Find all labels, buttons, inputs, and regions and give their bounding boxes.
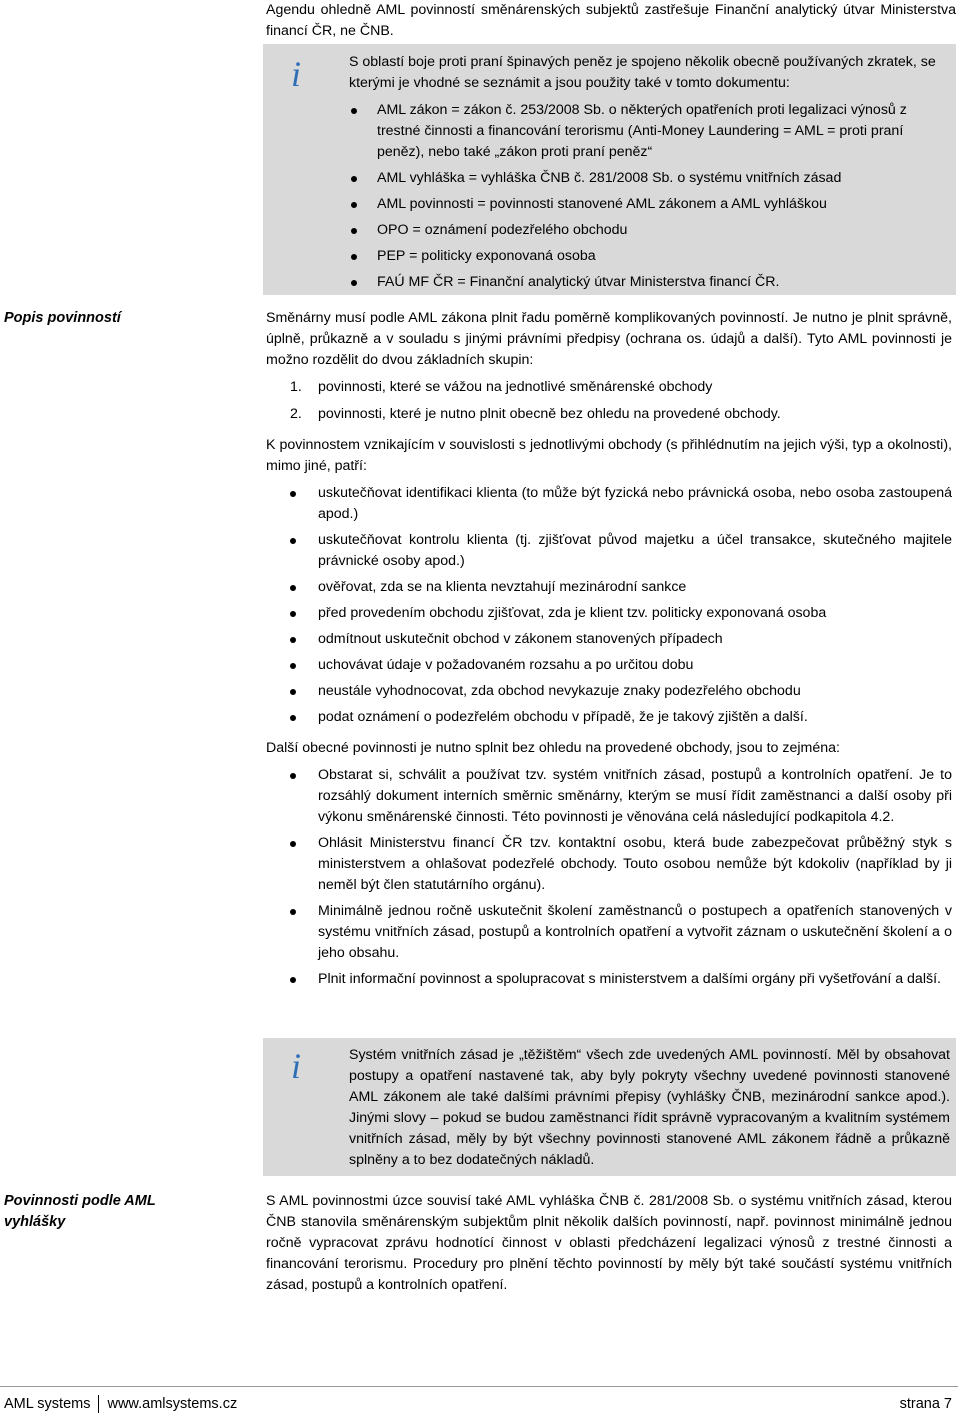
- info-box-internal-rules: [263, 1038, 956, 1176]
- list-item: před provedením obchodu zjišťovat, zda je klient tzv. politicky exponovaná osoba: [266, 603, 952, 624]
- item-text: povinnosti, které se vážou na jednotlivé směnárenské obchody: [318, 379, 713, 395]
- section-heading-vyhlaska: Povinnosti podle AML vyhlášky: [4, 1193, 156, 1230]
- list-item: ověřovat, zda se na klienta nevztahují mezinárodní sankce: [266, 577, 952, 598]
- paragraph: K povinnostem vznikajícím v souvislosti s jednotlivými obchody (s přihlédnutím na jejich výši, typ a okolnosti), mimo jiné, patří:: [266, 437, 952, 474]
- list-item: neustále vyhodnocovat, zda obchod nevykazuje znaky podezřelého obchodu: [266, 681, 952, 702]
- abbreviation-item: AML povinnosti = povinnosti stanovené AML zákonem a AML vyhláškou: [349, 194, 950, 215]
- footer-company: AML systems: [4, 1396, 91, 1412]
- info-box-text: Systém vnitřních zásad je „těžištěm“ všech zde uvedených AML povinností. Měl by obsahovat postupy a opatření nastavené tak, aby byly pokryty všechny uvedené povinnosti stanovené AML zákonem ale také dalšími právními přepisy (vyhlášky ČNB, mezinárodní sankce apod.). Jinými slovy – pokud se budou zaměstnanci řídit správně vypracovaným a kvalitním systémem vnitřních zásad, měly by být všechny povinnosti stanovené AML zákonem řádně a průkazně splněny a to bez dodatečných nákladů.: [349, 1047, 950, 1168]
- numbered-item: [266, 377, 952, 398]
- list-item: Obstarat si, schválit a používat tzv. systém vnitřních zásad, postupů a kontrolních opatření. Je to rozsáhlý dokument interních směrnic směnárny, kterým se musí řídit zaměstnanci a další osoby při výkonu směnárenské činnosti. Této povinnosti je věnována celá následující podkapitola 4.2.: [266, 765, 952, 828]
- list-item: uskutečňovat kontrolu klienta (tj. zjišťovat původ majetku a účel transakce, skutečného majitele právnické osoby apod.): [266, 530, 952, 572]
- footer-separator: [98, 1395, 99, 1413]
- abbreviation-item: OPO = oznámení podezřelého obchodu: [349, 220, 950, 241]
- list-item: Ohlásit Ministerstvu financí ČR tzv. kontaktní osobu, která bude zabezpečovat průběžný styk s ministerstvem a ohlašovat podezřelé obchody. Touto osobou nemůže být kdokoliv (například by ji neměl být člen statutárního orgánu).: [266, 833, 952, 896]
- info-icon: i: [291, 1046, 302, 1086]
- section-popis-content: [266, 308, 952, 990]
- footer-website-link[interactable]: www.amlsystems.cz: [107, 1396, 238, 1412]
- list-item: uskutečňovat identifikaci klienta (to může být fyzická nebo právnická osoba, nebo osoba zastoupená apod.): [266, 483, 952, 525]
- list-item: Plnit informační povinnost a spolupracovat s ministerstvem a dalšími orgány při vyšetřování a další.: [266, 969, 952, 990]
- footer-left: [4, 1387, 237, 1421]
- abbreviation-item: FAÚ MF ČR = Finanční analytický útvar Ministerstva financí ČR.: [349, 272, 950, 293]
- info-icon: i: [291, 54, 302, 94]
- list-item: Minimálně jednou ročně uskutečnit školení zaměstnanců o postupech a opatřeních stanovených v systému vnitřních zásad, postupů a kontrolních opatření a vytvořit záznam o uskutečnění školení a o jeho obsahu.: [266, 901, 952, 964]
- intro-text: Agendu ohledně AML povinností směnárenských subjektů zastřešuje Finanční analytický útvar Ministerstva financí ČR, ne ČNB.: [266, 2, 956, 39]
- list-item: odmítnout uskutečnit obchod v zákonem stanovených případech: [266, 629, 952, 650]
- section-heading-popis: Popis povinností: [4, 310, 121, 326]
- numbered-list: [266, 377, 952, 425]
- numbered-item: [266, 404, 952, 425]
- item-number: 1.: [290, 379, 302, 395]
- list-item: uchovávat údaje v požadovaném rozsahu a po určitou dobu: [266, 655, 952, 676]
- item-number: 2.: [290, 406, 302, 422]
- abbreviation-item: AML zákon = zákon č. 253/2008 Sb. o některých opatřeních proti legalizaci výnosů z trestné činnosti a financování terorismu (Anti-Money Laundering = AML = proti praní peněz), nebo také „zákon proti praní peněz“: [349, 100, 950, 163]
- abbreviation-item: AML vyhláška = vyhláška ČNB č. 281/2008 Sb. o systému vnitřních zásad: [349, 168, 950, 189]
- info-box-content: [349, 52, 950, 293]
- info-box-text: S oblastí boje proti praní špinavých peněz je spojeno několik obecně používaných zkratek, se kterými je vhodné se seznámit a jsou použity také v tomto dokumentu:: [349, 54, 936, 91]
- paragraph: Další obecné povinnosti je nutno splnit bez ohledu na provedené obchody, jsou to zejména:: [266, 740, 840, 756]
- paragraph: Směnárny musí podle AML zákona plnit řadu poměrně komplikovaných povinností. Je nutno je plnit správně, úplně, průkazně a v souladu s jinými právními předpisy (ochrana os. údajů a další). Tyto AML povinnosti je možno rozdělit do dvou základních skupin:: [266, 310, 952, 368]
- page-footer: [0, 1386, 958, 1415]
- list-item: podat oznámení o podezřelém obchodu v případě, že je takový zjištěn a další.: [266, 707, 952, 728]
- abbreviation-item: PEP = politicky exponovaná osoba: [349, 246, 950, 267]
- item-text: povinnosti, které je nutno plnit obecně bez ohledu na provedené obchody.: [318, 406, 781, 422]
- page-number: strana 7: [899, 1396, 952, 1412]
- bullet-list-transactions: [266, 483, 952, 728]
- bullet-list-general: [266, 765, 952, 990]
- paragraph: S AML povinnostmi úzce souvisí také AML vyhláška ČNB č. 281/2008 Sb. o systému vnitřních zásad, kterou ČNB stanovila směnárenským subjektům plnit několik dalších povinností, např. povinnost minimálně jednou ročně vypracovat zprávu hodnotící činnost v oblasti předcházení legalizaci výnosů z trestné činnosti a financování terorismu. Procedury pro plnění těchto povinností by měly být také součástí systému vnitřních zásad, postupů a kontrolních opatření.: [266, 1193, 952, 1293]
- info-box-abbreviations: [263, 44, 956, 295]
